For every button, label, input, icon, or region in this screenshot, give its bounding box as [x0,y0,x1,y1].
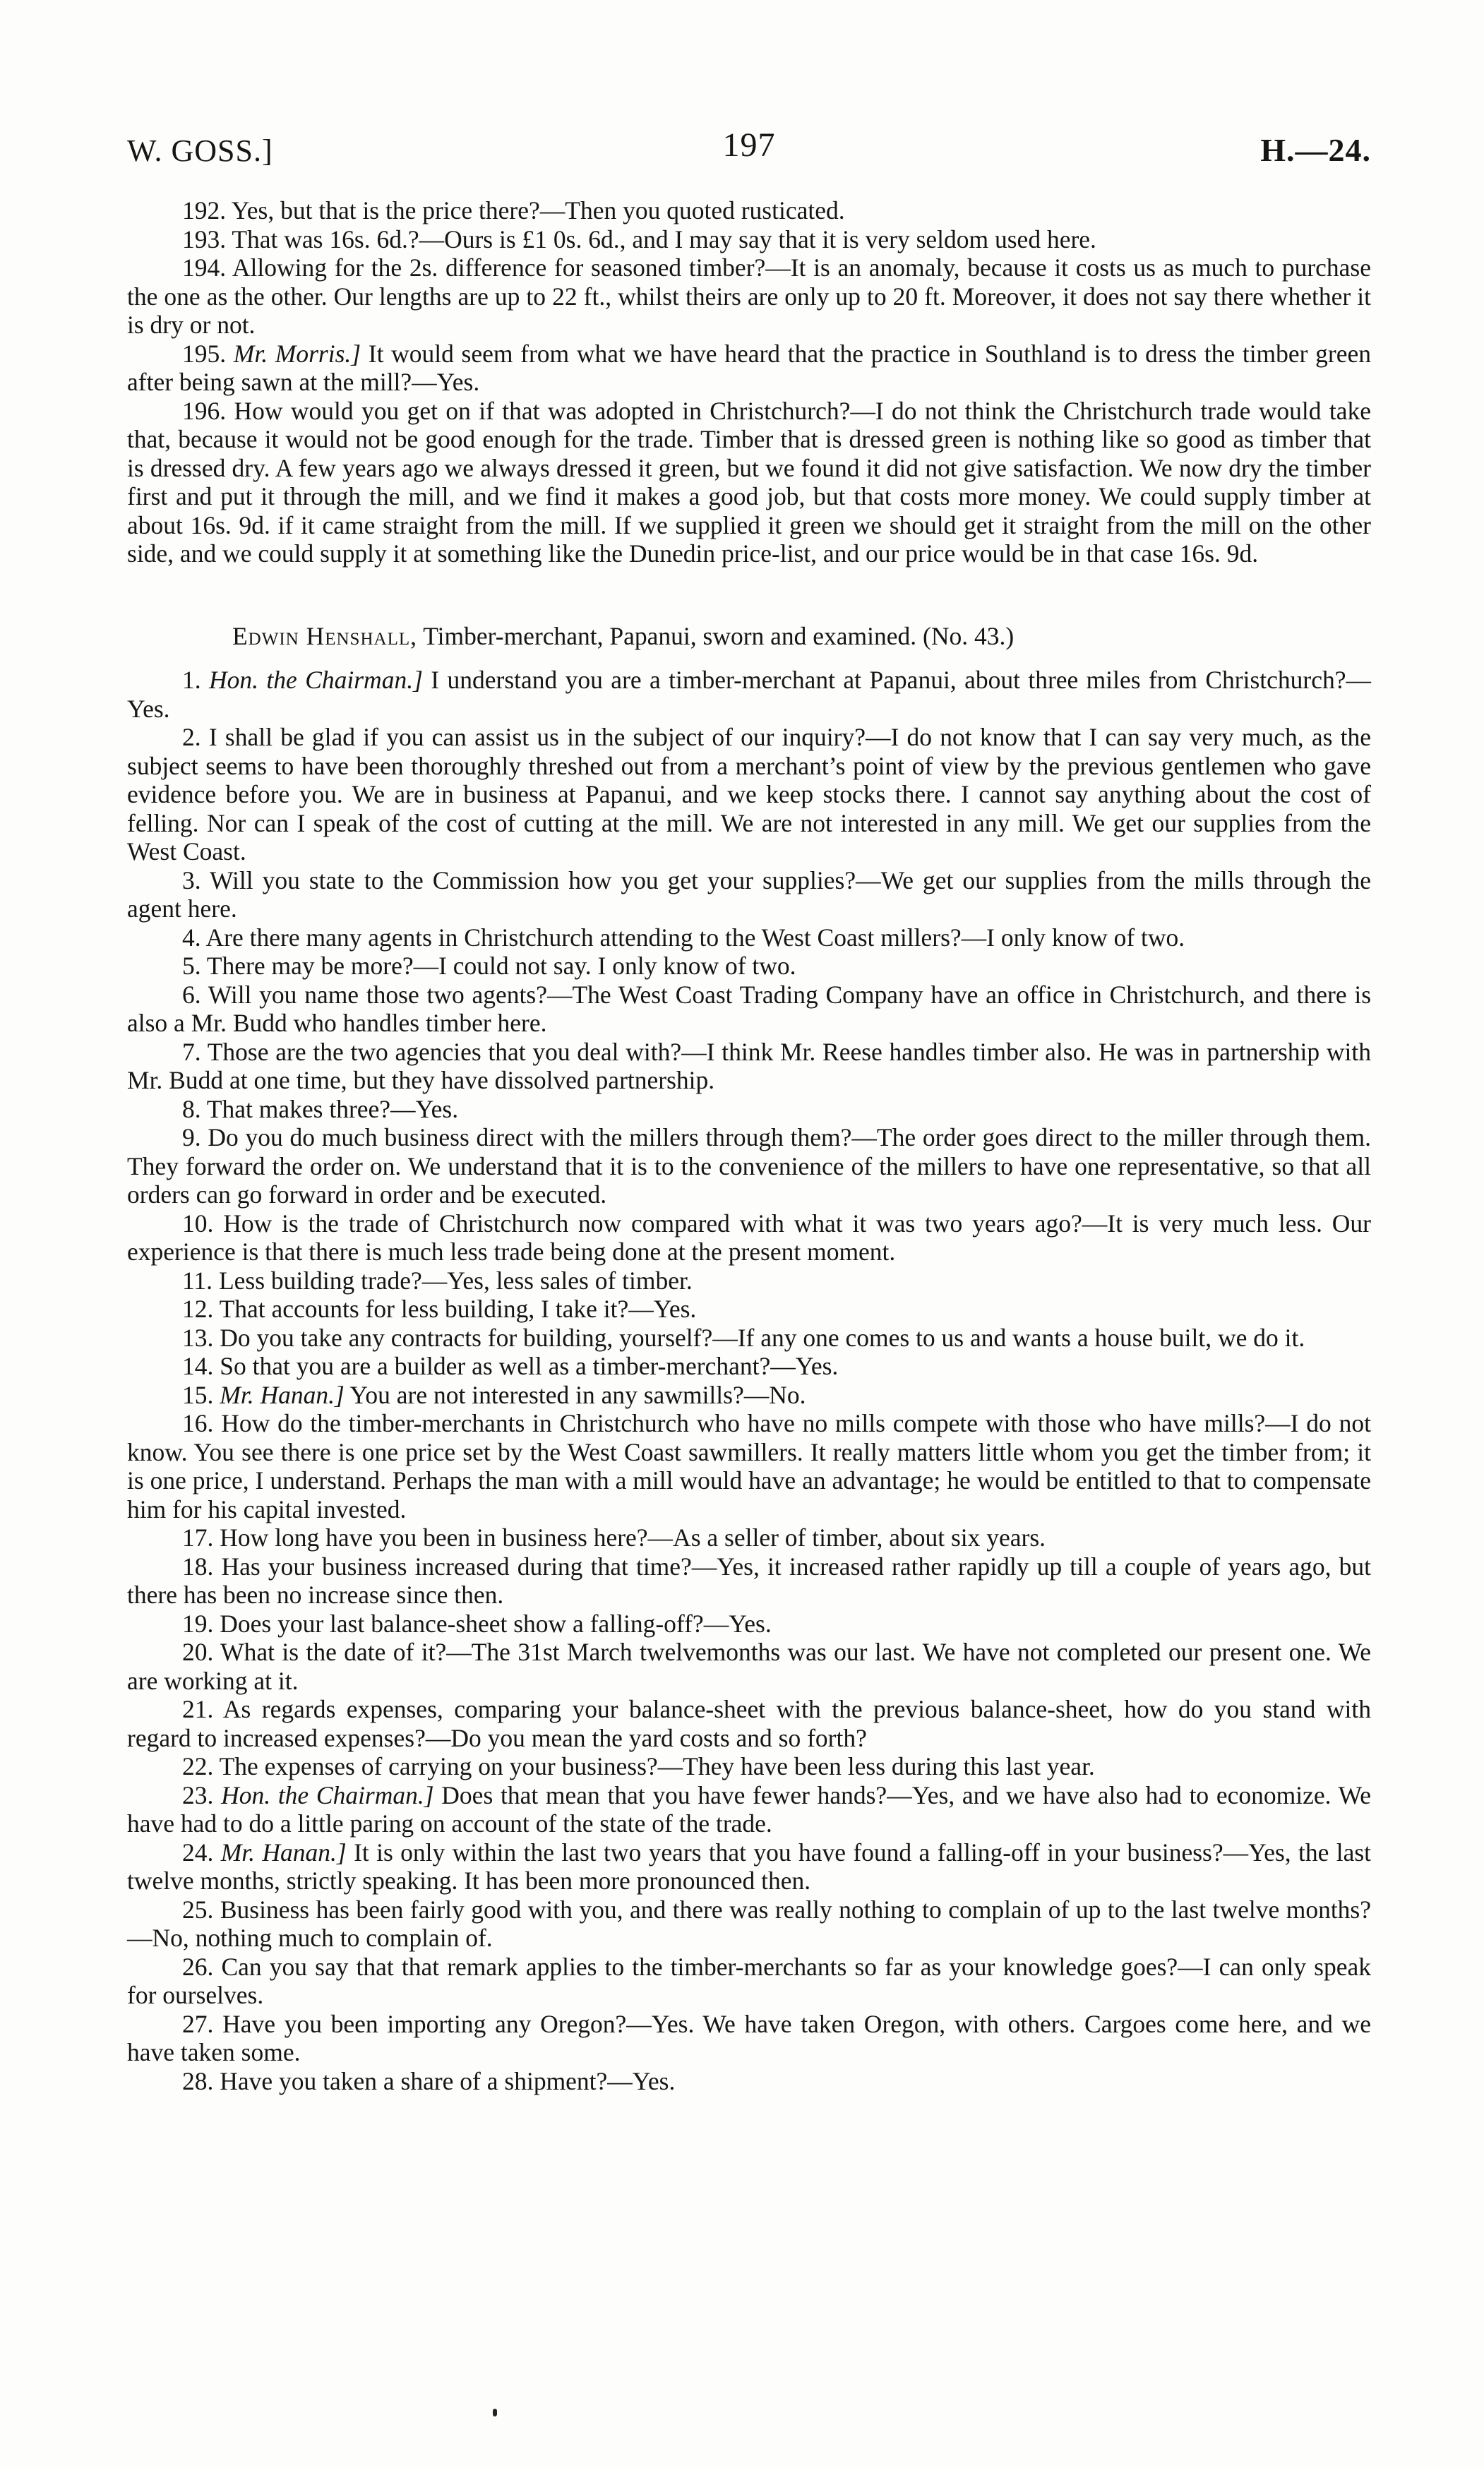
question-number: 18. [182,1552,214,1581]
qa-paragraph [127,1295,1371,1324]
qa-text: Do you do much business direct with the millers through them?—The order goes direct to the miller through them. They forward the order on. We understand that it is to the convenience of the millers to have one representative, so that all orders can go forward in order and be executed. [127,1123,1371,1209]
qa-paragraph [127,1552,1371,1610]
question-number: 10. [182,1209,214,1238]
qa-text: There may be more?—I could not say. I only know of two. [206,952,796,980]
question-number: 11. [182,1266,213,1295]
qa-text: Are there many agents in Christchurch attending to the West Coast millers?—I only know of two. [205,923,1185,952]
question-number: 23. [182,1780,214,1809]
qa-paragraph [127,1895,1371,1953]
qa-text: How would you get on if that was adopted in Christchurch?—I do not think the Christchurch trade would take that, because it would not be good enough for the trade. Timber that is dressed green is nothing like so good as timber that is dressed dry. A few years ago we always dressed it green, but we found it did not give satisfaction. We now dry the timber first and put it through the mill, and we find it makes a good job, but that costs more money. We could supply timber at about 16s. 9d. if it came straight from the mill. If we supplied it green we should get it straight from the mill on the other side, and we could supply it at something like the Dunedin price-list, and our price would be in that case 16s. 9d. [127,396,1372,568]
qa-text: The expenses of carrying on your business?—They have been less during this last year. [219,1752,1095,1780]
question-number: 3. [182,865,201,894]
qa-text: How do the timber-merchants in Christchurch who have no mills compete with those who have mills?—I do not know. You see there is one price set by the West Coast sawmillers. It really matters little whom you get the timber from; it is one price, I understand. Perhaps the man with a mill would have an advantage; he would be entitled to that to compensate him for his capital invested. [127,1409,1371,1523]
page-number: 197 [722,126,776,164]
qa-paragraph [127,952,1371,981]
question-number: 24. [182,1838,214,1867]
qa-text: Will you state to the Commission how you get your supplies?—We get our supplies from the mills through the agent here. [127,865,1372,923]
qa-paragraph [127,2067,1371,2096]
witness-heading [127,622,1371,651]
question-number: 196. [182,396,227,425]
examination [127,666,1371,2095]
qa-text: So that you are a builder as well as a timber-merchant?—Yes. [220,1352,839,1380]
question-number: 5. [182,952,201,980]
question-number: 9. [182,1123,201,1151]
qa-paragraph [127,1752,1371,1781]
question-number: 2. [182,723,201,751]
qa-paragraph [127,723,1371,866]
qa-paragraph [127,253,1371,340]
qa-paragraph [127,397,1371,568]
question-number: 8. [182,1094,201,1123]
speaker: Mr. Morris.] [233,339,361,368]
qa-text: I understand you are a timber-merchant at Papanui, about three miles from Christchurch?—Yes. [127,666,1372,723]
qa-paragraph [127,1352,1371,1381]
question-number: 21. [182,1695,214,1723]
qa-paragraph [127,1266,1371,1295]
running-header [127,126,1371,175]
question-number: 195. [182,339,227,368]
question-number: 193. [182,224,227,253]
qa-paragraph [127,2010,1371,2067]
previous-evidence [127,196,1371,568]
question-number: 14. [182,1352,214,1380]
qa-paragraph [127,981,1371,1038]
qa-paragraph [127,1610,1371,1639]
qa-paragraph [127,666,1371,723]
question-number: 27. [182,2009,214,2038]
question-number: 28. [182,2066,214,2095]
qa-text: That accounts for less building, I take it?—Yes. [219,1295,697,1323]
qa-text: Business has been fairly good with you, and there was really nothing to complain of up to the last twelve months?—No, nothing much to complain of. [127,1895,1372,1952]
witness-name: Edwin Henshall, [232,621,417,650]
qa-text: What is the date of it?—The 31st March twelvemonths was our last. We have not completed our present one. We are working at it. [127,1638,1371,1695]
qa-text: Do you take any contracts for building, yourself?—If any one comes to us and wants a house built, we do it. [220,1323,1305,1352]
qa-text: Those are the two agencies that you deal with?—I think Mr. Reese handles timber also. He was in partnership with Mr. Budd at one time, but they have dissolved partnership. [127,1037,1371,1094]
qa-text: Allowing for the 2s. difference for seasoned timber?—It is an anomaly, because it costs us as much to purchase the one as the other. Our lengths are up to 22 ft., whilst theirs are only up to 20 ft. Moreover, it does not say there whether it is dry or not. [127,253,1371,339]
question-number: 7. [182,1037,201,1066]
speaker: Hon. the Chairman.] [221,1780,434,1809]
question-number: 20. [182,1638,214,1666]
question-number: 25. [182,1895,214,1924]
evidence-body [127,196,1371,2095]
qa-text: That makes three?—Yes. [206,1094,459,1123]
qa-paragraph [127,1838,1371,1895]
qa-text: Does that mean that you have fewer hands?—Yes, and we have also had to economize. We have had to do a little paring on account of the state of the trade. [127,1780,1372,1838]
header-witness-name: W. GOSS.] [127,133,273,168]
qa-text: Can you say that that remark applies to the timber-merchants so far as your knowledge goes?—I can only speak for ourselves. [127,1952,1372,2009]
speaker: Mr. Hanan.] [220,1380,345,1409]
qa-paragraph [127,1381,1371,1410]
qa-text: Yes, but that is the price there?—Then you quoted rusticated. [231,196,845,224]
qa-paragraph [127,1781,1371,1838]
qa-text: That was 16s. 6d.?—Ours is £1 0s. 6d., and I may say that it is very seldom used here. [232,224,1096,253]
question-number: 26. [182,1952,214,1981]
qa-text: I shall be glad if you can assist us in the subject of our inquiry?—I do not know that I can say very much, as the subject seems to have been thoroughly threshed out from a merchant’s point of view by the previous gentlemen who gave evidence before you. We are in business at Papanui, and we keep stocks there. I cannot say anything about the cost of felling. Nor can I speak of the cost of cutting at the mill. We are not interested in any mill. We get our supplies from the West Coast. [127,723,1371,865]
question-number: 16. [182,1409,214,1437]
question-number: 12. [182,1295,214,1323]
qa-text: Less building trade?—Yes, less sales of timber. [218,1266,693,1295]
qa-text: Will you name those two agents?—The West Coast Trading Company have an office in Christchurch, and there is also a Mr. Budd who handles timber here. [127,980,1372,1037]
qa-paragraph [127,196,1371,225]
speaker: Hon. the Chairman.] [209,666,423,694]
qa-paragraph [127,1695,1371,1752]
qa-paragraph [127,1095,1371,1124]
qa-text: As regards expenses, comparing your balance-sheet with the previous balance-sheet, how do you stand with regard to increased expenses?—Do you mean the yard costs and so forth? [127,1695,1372,1752]
qa-paragraph [127,340,1371,397]
paper-reference: H.—24. [1260,132,1371,168]
question-number: 22. [182,1752,214,1780]
qa-text: How is the trade of Christchurch now compared with what it was two years ago?—It is very much less. Our experience is that there is much less trade being done at the present moment. [127,1209,1372,1266]
qa-text: It is only within the last two years that you have found a falling-off in your business?—Yes, the last twelve months, strictly speaking. It has been more pronounced then. [127,1838,1371,1895]
question-number: 4. [182,923,201,952]
question-number: 15. [182,1380,214,1409]
qa-text: Does your last balance-sheet show a falling-off?—Yes. [220,1609,772,1638]
qa-paragraph [127,225,1371,254]
speaker: Mr. Hanan.] [220,1838,347,1867]
qa-paragraph [127,1038,1371,1095]
question-number: 192. [182,196,227,224]
question-number: 17. [182,1523,214,1552]
qa-paragraph [127,1123,1371,1209]
qa-paragraph [127,1324,1371,1353]
question-number: 1. [182,666,201,694]
qa-text: Has your business increased during that time?—Yes, it increased rather rapidly up till a couple of years ago, but there has been no increase since then. [127,1552,1371,1609]
witness-description: Timber-merchant, Papanui, sworn and examined. [423,621,917,650]
qa-text: It would seem from what we have heard that the practice in Southland is to dress the timber green after being sawn at the mill?—Yes. [127,339,1371,396]
qa-paragraph [127,866,1371,923]
question-number: 194. [182,253,227,282]
qa-text: How long have you been in business here?—As a seller of timber, about six years. [220,1523,1046,1552]
qa-paragraph [127,1409,1371,1523]
question-number: 19. [182,1609,214,1638]
qa-paragraph [127,1953,1371,2010]
qa-text: Have you taken a share of a shipment?—Yes. [220,2066,676,2095]
qa-text: Have you been importing any Oregon?—Yes. We have taken Oregon, with others. Cargoes come here, and we have taken some. [127,2009,1372,2066]
question-number: 13. [182,1323,214,1352]
page-mark [493,2409,497,2416]
qa-paragraph [127,923,1371,952]
qa-paragraph [127,1523,1371,1552]
qa-paragraph [127,1209,1371,1266]
witness-number: (No. 43.) [923,621,1015,650]
question-number: 6. [182,980,201,1009]
qa-paragraph [127,1638,1371,1695]
qa-text: You are not interested in any sawmills?—No. [349,1380,806,1409]
